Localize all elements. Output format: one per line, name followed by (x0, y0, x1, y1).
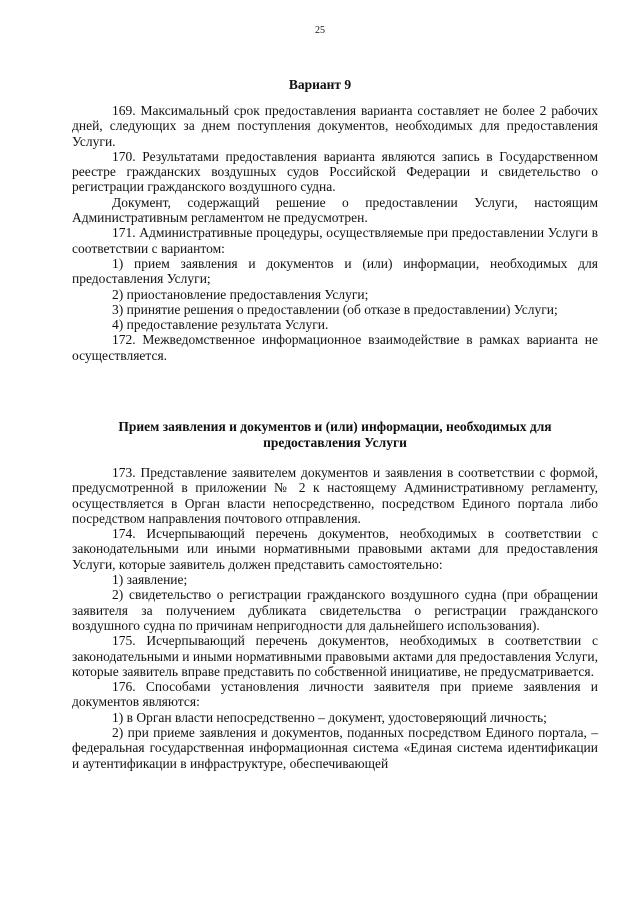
paragraph: 2) свидетельство о регистрации гражданского воздушного судна (при обращении заявителя за получением дубликата свидетельства о регистрации гражданского воздушного судна по причинам непригодности для дальнейшего использования). (72, 587, 598, 633)
paragraph: 3) принятие решения о предоставлении (об отказе в предоставлении) Услуги; (112, 301, 558, 317)
paragraph: 1) прием заявления и документов и (или) информации, необходимых для предоставления Услуги; (72, 255, 598, 287)
text-block-variant (72, 103, 598, 363)
paragraph: 1) заявление; (112, 572, 188, 588)
paragraph: 4) предоставление результата Услуги. (112, 317, 329, 333)
paragraph: 173. Представление заявителем документов и заявления в соответствии с формой, предусмотренной в приложении № 2 к настоящему Административному регламенту, осуществляется в Орган власти непосредственно, посредством Единого портала либо посредством направления почтового отправления. (72, 465, 598, 526)
paragraph: 170. Результатами предоставления варианта являются запись в Государственном реестре гражданских воздушных судов Российской Федерации и свидетельство о регистрации гражданского воздушного судна. (72, 148, 598, 195)
paragraph: 1) в Орган власти непосредственно – документ, удостоверяющий личность; (112, 709, 547, 725)
paragraph: 171. Административные процедуры, осуществляемые при предоставлении Услуги в соответствии с вариантом: (72, 225, 598, 256)
paragraph: 169. Максимальный срок предоставления варианта составляет не более 2 рабочих дней, следующих за днем поступления документов, необходимых для предоставления Услуги. (72, 103, 598, 149)
page-number: 25 (315, 25, 325, 36)
text-block-reception (72, 465, 598, 771)
paragraph: 172. Межведомственное информационное взаимодействие в рамках варианта не осуществляется. (72, 332, 598, 363)
section-title: Вариант 9 (288, 77, 352, 92)
paragraph: 2) приостановление предоставления Услуги; (112, 286, 369, 302)
paragraph: 174. Исчерпывающий перечень документов, необходимых в соответствии с законодательными или иными нормативными правовыми актами для предоставления Услуги, которые заявитель должен представить самостоятельно: (72, 526, 598, 572)
paragraph: Документ, содержащий решение о предоставлении Услуги, настоящим Административным регламентом не предусмотрен. (72, 194, 598, 226)
paragraph: 176. Способами установления личности заявителя при приеме заявления и документов являются: (72, 679, 598, 710)
paragraph: 175. Исчерпывающий перечень документов, необходимых в соответствии с законодательными и иными нормативными правовыми актами для предоставления Услуги, которые заявитель вправе представить по собственной инициативе, не предусматривается. (72, 633, 598, 679)
subsection-heading: Прием заявления и документов и (или) информации, необходимых для предоставления Услуги (118, 419, 552, 450)
paragraph: 2) при приеме заявления и документов, поданных посредством Единого портала, – федеральная государственная информационная система «Единая система идентификации и аутентификации в инфраструктуре, обеспечивающей (72, 725, 598, 771)
